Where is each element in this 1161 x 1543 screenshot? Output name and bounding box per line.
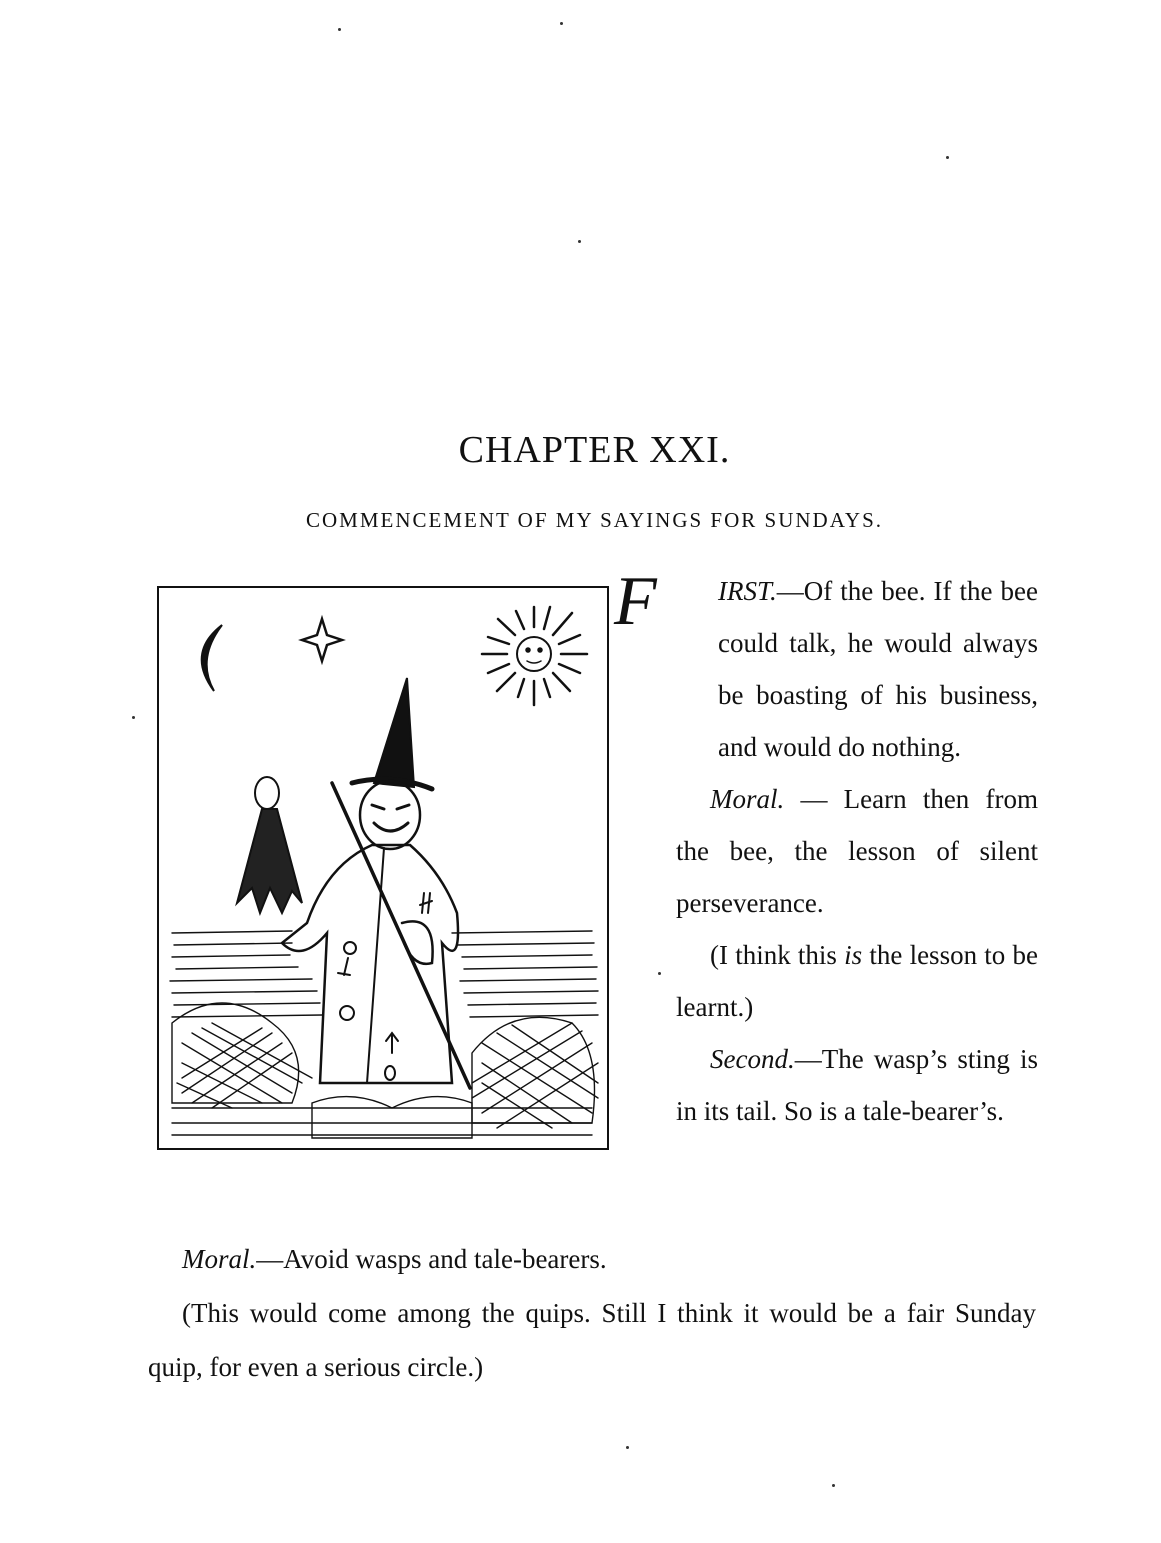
first-label: IRST.: [718, 576, 777, 606]
paper-speck: [560, 22, 563, 25]
owl-cloak-icon: [237, 809, 302, 913]
second-moral: [148, 1232, 1036, 1286]
moral-text: — Learn then from the bee, the lesson of silent perseverance.: [676, 784, 1038, 918]
paper-speck: [832, 1484, 835, 1487]
drop-cap: F: [614, 563, 657, 640]
paper-speck: [946, 156, 949, 159]
chapter-title: CHAPTER XXI.: [458, 429, 731, 471]
second-saying: [676, 1033, 1038, 1137]
pointed-hat-icon: [374, 678, 414, 787]
full-width-text: [148, 1232, 1036, 1394]
right-column-text: [676, 565, 1038, 1137]
first-saying: [676, 565, 1038, 773]
first-aside: [676, 929, 1038, 1033]
paper-speck: [132, 716, 135, 719]
moral-text: —Avoid wasps and tale-bearers.: [256, 1244, 607, 1274]
moral-label: Moral.: [710, 784, 785, 814]
ground-hatching: [170, 931, 598, 1138]
first-text: —Of the bee. If the bee could talk, he would always be boasting of his business, and would do nothing.: [718, 576, 1038, 762]
paper-speck: [658, 972, 661, 975]
aside-text-b: the lesson to be learnt.): [676, 940, 1038, 1022]
paper-speck: [578, 240, 581, 243]
second-label: Second.: [710, 1044, 795, 1074]
crescent-moon-icon: [202, 625, 222, 691]
second-aside: (This would come among the quips. Still I think it would be a fair Sunday quip, for even a serious circle.): [148, 1298, 1036, 1382]
moral-label: Moral.: [182, 1244, 257, 1274]
paper-speck: [338, 28, 341, 31]
wizard-woodcut-illustration: [152, 583, 612, 1153]
aside-emphasis: is: [844, 940, 863, 970]
star-icon: [302, 619, 342, 661]
chapter-subtitle: COMMENCEMENT OF MY SAYINGS FOR SUNDAYS.: [305, 508, 884, 532]
aside-text-a: (I think this: [710, 940, 845, 970]
second-text: —The wasp’s sting is in its tail. So is a tale-bearer’s.: [676, 1044, 1038, 1126]
first-moral: [676, 773, 1038, 929]
sun-icon: [482, 607, 587, 705]
paper-speck: [626, 1446, 629, 1449]
